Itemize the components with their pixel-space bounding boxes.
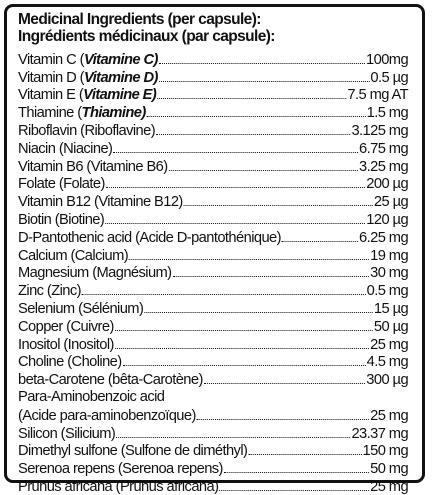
ingredient-amount: 4.5 mg (366, 353, 409, 371)
heading-english: Medicinal Ingredients (per capsule): (18, 11, 261, 28)
dot-leader (156, 134, 350, 135)
ingredient-row-vitamin-b6 (18, 157, 408, 175)
dot-leader (172, 276, 369, 277)
ingredient-name: Biotin (Biotine) (18, 210, 105, 228)
ingredient-row-paba-french (18, 406, 408, 424)
ingredient-row-pantothenic-acid (18, 228, 408, 246)
ingredient-amount: 30 mg (370, 264, 409, 282)
dot-leader (159, 81, 370, 82)
ingredient-name: Selenium (Sélénium) (18, 299, 144, 317)
ingredient-name: Folate (Folate) (18, 175, 105, 193)
ingredient-name: Riboflavin (Riboflavine) (18, 121, 156, 139)
dot-leader (219, 490, 369, 491)
ingredient-row-beta-carotene (18, 370, 408, 388)
dot-leader (204, 383, 366, 384)
ingredient-name: Silicon (Silicium) (18, 424, 116, 442)
ingredient-amount: 7.5 mg AT (347, 86, 409, 104)
ingredient-row-paba-name (18, 388, 408, 406)
ingredient-row-vitamin-e (18, 86, 408, 104)
dot-leader (169, 170, 359, 171)
ingredient-name: Vitamin B12 (Vitamine B12) (18, 193, 183, 211)
ingredient-row-riboflavin (18, 121, 408, 139)
ingredient-row-vitamin-b12 (18, 192, 408, 210)
ingredient-name: Para-Aminobenzoic acid (18, 388, 165, 406)
ingredient-list (18, 50, 416, 495)
ingredient-name: Vitamin C (Vitamine C) (18, 50, 158, 68)
ingredient-amount: 200 µg (366, 175, 409, 193)
dot-leader (106, 187, 366, 188)
ingredient-row-copper (18, 317, 408, 335)
dot-leader (129, 259, 369, 260)
ingredient-amount: 3.25 mg (359, 157, 409, 175)
ingredient-row-vitamin-c (18, 50, 408, 68)
dot-leader (282, 241, 358, 242)
ingredient-name: Serenoa repens (Serenoa repens) (18, 460, 223, 478)
ingredient-row-choline (18, 353, 408, 371)
ingredient-amount: 0.5 mg (366, 282, 409, 300)
ingredient-amount: 3.125 mg (351, 121, 409, 139)
dot-leader (157, 98, 346, 99)
heading-french: Ingrédients médicinaux (par capsule): (18, 28, 275, 45)
ingredient-name: Zinc (Zinc) (18, 282, 81, 300)
dot-leader (113, 152, 358, 153)
ingredient-amount: 6.25 mg (359, 228, 409, 246)
ingredient-row-vitamin-d (18, 68, 408, 86)
ingredient-row-serenoa-repens (18, 459, 408, 477)
ingredient-amount: 15 µg (373, 299, 409, 317)
dot-leader (115, 348, 369, 349)
dot-leader (224, 472, 369, 473)
ingredient-amount: 100mg (366, 50, 409, 68)
ingredient-amount: 25 mg (370, 477, 409, 495)
ingredient-name: D-Pantothenic acid (Acide D-pantothénique) (18, 228, 281, 246)
ingredient-amount: 25 mg (370, 406, 409, 424)
ingredient-amount: 150 mg (362, 442, 409, 460)
ingredient-amount: 50 µg (373, 317, 409, 335)
ingredient-row-silicon (18, 424, 408, 442)
ingredient-name: Choline (Choline) (18, 353, 122, 371)
dot-leader (144, 312, 373, 313)
ingredient-row-niacin (18, 139, 408, 157)
ingredient-name: Vitamin D (Vitamine D) (18, 68, 158, 86)
dot-leader (197, 419, 369, 420)
ingredient-row-calcium (18, 246, 408, 264)
ingredient-amount: 19 mg (370, 246, 409, 264)
ingredient-amount: 25 µg (373, 193, 409, 211)
ingredient-name: Magnesium (Magnésium) (18, 264, 172, 282)
ingredient-row-magnesium (18, 264, 408, 282)
ingredient-row-zinc (18, 281, 408, 299)
ingredient-row-inositol (18, 335, 408, 353)
ingredient-row-folate (18, 175, 408, 193)
ingredient-amount: 120 µg (366, 210, 409, 228)
ingredient-name: Thiamine (Thiamine) (18, 104, 146, 122)
ingredient-name: Prunus africana (Prunus africana) (18, 477, 219, 495)
dot-leader (123, 365, 366, 366)
dot-leader (116, 437, 350, 438)
ingredient-amount: 6.75 mg (359, 139, 409, 157)
ingredient-amount: 23.37 mg (351, 424, 409, 442)
ingredient-name: Inositol (Inositol) (18, 335, 114, 353)
dot-leader (159, 63, 365, 64)
ingredients-label-panel (4, 4, 425, 495)
ingredient-row-prunus-africana (18, 477, 408, 495)
ingredient-row-selenium (18, 299, 408, 317)
ingredient-row-thiamine (18, 103, 408, 121)
ingredient-amount: 300 µg (366, 371, 409, 389)
ingredient-name: Copper (Cuivre) (18, 317, 114, 335)
ingredient-amount: 1.5 mg (366, 104, 409, 122)
ingredient-name: Niacin (Niacine) (18, 139, 113, 157)
dot-leader (115, 330, 373, 331)
ingredient-name: Calcium (Calcium) (18, 246, 129, 264)
dot-leader (184, 205, 373, 206)
dot-leader (105, 223, 365, 224)
ingredient-name: Vitamin E (Vitamine E) (18, 86, 157, 104)
ingredient-amount: 0.5 µg (370, 68, 409, 86)
ingredient-row-dimethyl-sulfone (18, 442, 408, 460)
dot-leader (248, 454, 361, 455)
ingredient-amount: 50 mg (370, 460, 409, 478)
ingredient-name: (Acide para-aminobenzoïque) (18, 406, 196, 424)
dot-leader (147, 116, 366, 117)
ingredient-name: Vitamin B6 (Vitamine B6) (18, 157, 168, 175)
dot-leader (82, 294, 366, 295)
ingredient-name: beta-Carotene (bêta-Carotène) (18, 371, 203, 389)
ingredient-name: Dimethyl sulfone (Sulfone de diméthyl) (18, 442, 248, 460)
ingredient-row-biotin (18, 210, 408, 228)
ingredient-amount: 25 mg (370, 335, 409, 353)
